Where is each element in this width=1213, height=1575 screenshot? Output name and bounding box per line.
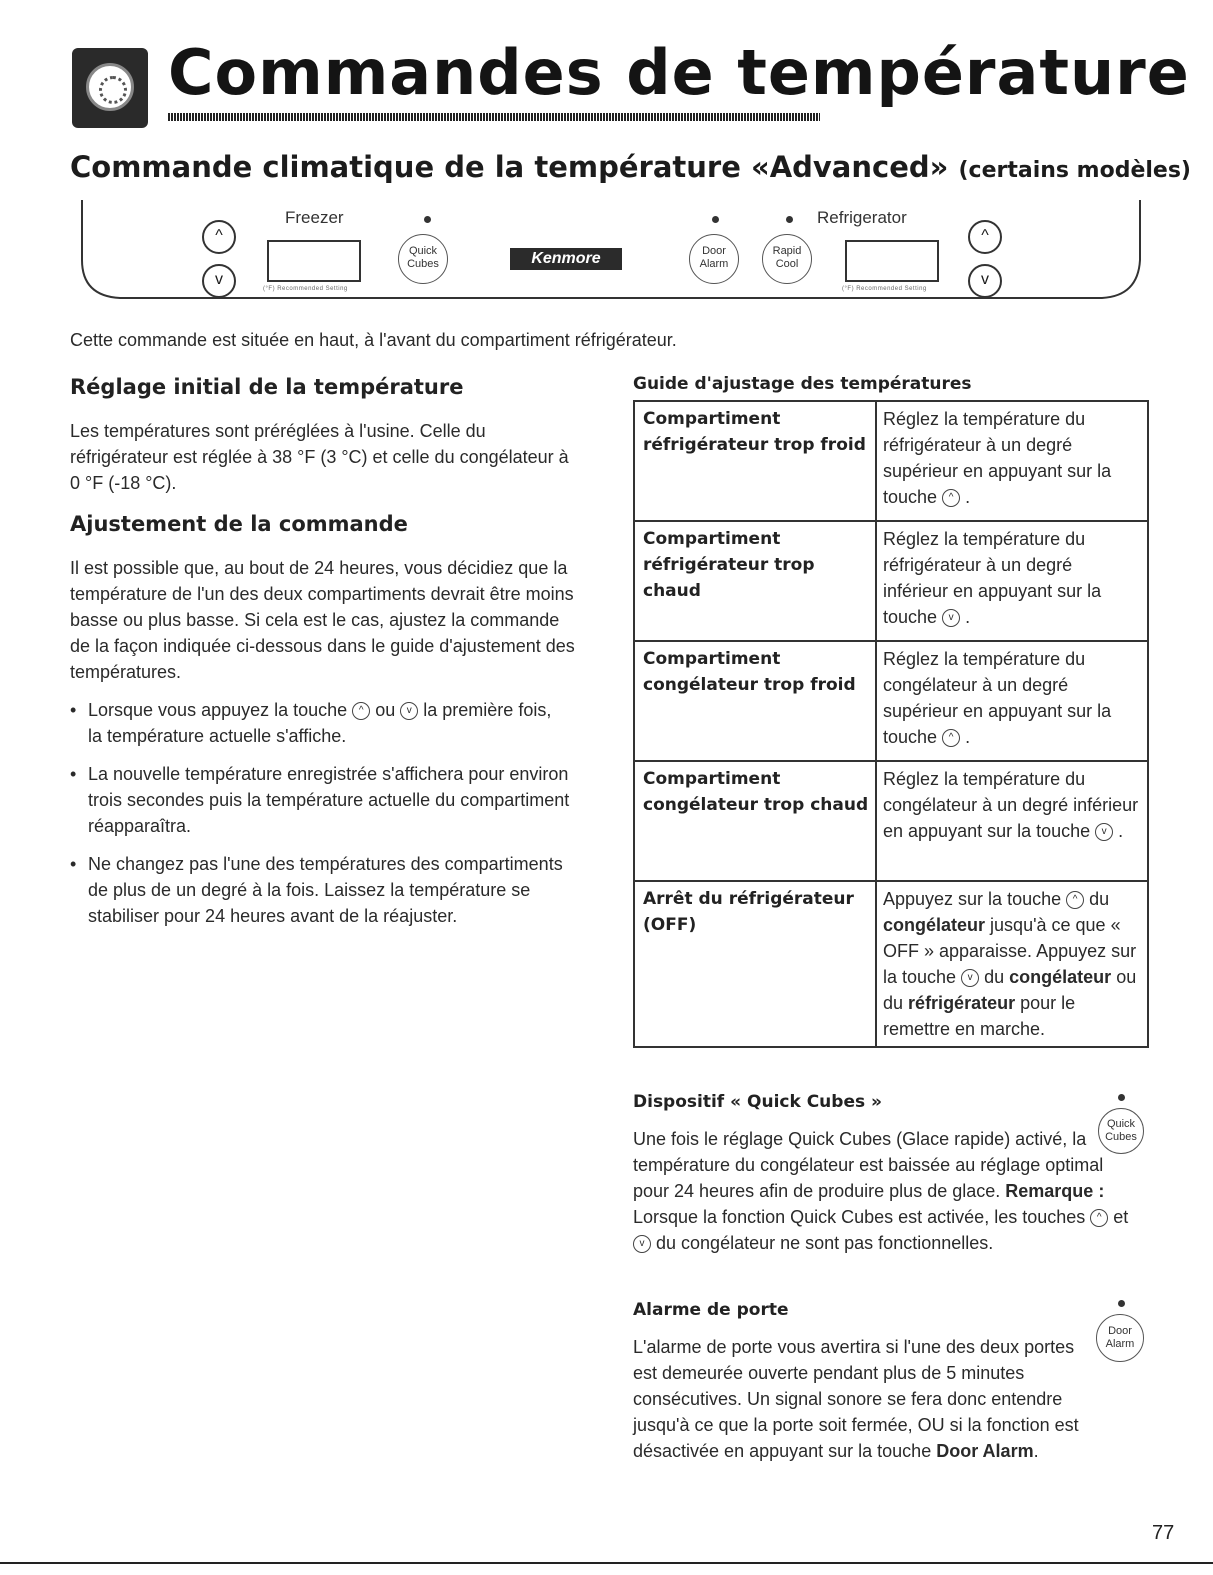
guide-action: Réglez la température du congélateur à un degré supérieur en appuyant sur la touche ^ . xyxy=(876,641,1148,761)
guide-action-text: Réglez la température du réfrigérateur à un degré inférieur en appuyant sur la touche xyxy=(883,529,1102,627)
table-row xyxy=(634,881,1148,1047)
table-row xyxy=(634,761,1148,881)
list-item xyxy=(70,697,570,749)
section-logo-icon xyxy=(72,48,148,128)
door-alarm-button-icon: Door Alarm xyxy=(1096,1314,1144,1362)
remark-label: Remarque : xyxy=(1005,1181,1105,1201)
down-arrow-icon: v xyxy=(942,609,960,627)
remark-text-c: du congélateur ne sont pas fonctionnelles. xyxy=(656,1233,994,1253)
off-text-4: du xyxy=(984,967,1005,987)
freezer-up-button[interactable]: ^ xyxy=(202,220,236,254)
guide-action: Réglez la température du réfrigérateur à un degré inférieur en appuyant sur la touche v . xyxy=(876,521,1148,641)
freezer-down-button[interactable]: v xyxy=(202,264,236,298)
off-text-2: du xyxy=(1089,889,1110,909)
remark-text-b: et xyxy=(1113,1207,1129,1227)
quick-cubes-indicator-icon xyxy=(424,216,431,223)
subtitle-text: Commande climatique de la température «Advanced» xyxy=(70,150,949,184)
rapid-cool-indicator-icon xyxy=(786,216,793,223)
up-arrow-icon: ^ xyxy=(352,702,370,720)
subtitle-note: (certains modèles) xyxy=(958,158,1191,183)
adjust-text xyxy=(70,555,575,685)
table-row xyxy=(634,401,1148,521)
adjust-bullet-list xyxy=(70,697,570,941)
quick-cubes-main-text: Une fois le réglage Quick Cubes (Glace rapide) activé, la température du congélateur est baissée au réglage optimal pour 24 heures afin de produire plus de glace. xyxy=(633,1129,1104,1201)
refrigerator-display xyxy=(845,240,939,282)
title-underline xyxy=(168,113,820,121)
adjust-paragraph: Il est possible que, au bout de 24 heures, vous décidiez que la température de l'un des deux compartiments devrait être moins basse ou plus basse. Si cela est le cas, ajustez la commande de la façon indiquée ci-dessous dans le guide d'ajustement des températures. xyxy=(70,558,575,682)
guide-situation: Compartiment réfrigérateur trop chaud xyxy=(634,521,876,641)
door-alarm-indicator-icon xyxy=(1118,1300,1125,1307)
initial-setting-paragraph: Les températures sont préréglées à l'usine. Celle du réfrigérateur est réglée à 38 °F (3 °C) et celle du congélateur à 0 °F (-18 °C). xyxy=(70,421,569,493)
door-alarm-indicator-icon xyxy=(712,216,719,223)
table-row xyxy=(634,641,1148,761)
down-arrow-icon: v xyxy=(1095,823,1113,841)
page-number: 77 xyxy=(1152,1522,1175,1544)
footer-rule xyxy=(0,1562,1213,1564)
guide-action xyxy=(876,881,1148,1047)
quick-cubes-button[interactable]: Quick Cubes xyxy=(398,234,448,284)
list-item: • Ne changez pas l'une des températures des compartiments de plus de un degré à la fois. Laissez la température se stabiliser pour 24 heures avant de la réajuster. xyxy=(70,851,570,929)
door-alarm-bold: Door Alarm xyxy=(936,1441,1034,1461)
off-text-1: Appuyez sur la touche xyxy=(883,889,1062,909)
guide-situation: Arrêt du réfrigérateur (OFF) xyxy=(634,881,876,1047)
guide-action-text: Réglez la température du réfrigérateur à un degré supérieur en appuyant sur la touche xyxy=(883,409,1112,507)
quick-cubes-heading: Dispositif « Quick Cubes » xyxy=(633,1092,882,1112)
guide-action-text: Réglez la température du congélateur à un degré inférieur en appuyant sur la touche xyxy=(883,769,1139,841)
guide-situation: Compartiment congélateur trop froid xyxy=(634,641,876,761)
off-text-3: jusqu'à ce que « OFF » apparaisse. Appuyez sur la touche xyxy=(883,915,1137,987)
door-alarm-period: . xyxy=(1033,1441,1039,1461)
guide-situation: Compartiment réfrigérateur trop froid xyxy=(634,401,876,521)
guide-action: Réglez la température du congélateur à un degré inférieur en appuyant sur la touche v . xyxy=(876,761,1148,881)
remark-text-a: Lorsque la fonction Quick Cubes est activée, les touches xyxy=(633,1207,1086,1227)
quick-cubes-text xyxy=(633,1126,1133,1256)
door-alarm-text xyxy=(633,1334,1093,1464)
up-arrow-icon: ^ xyxy=(1066,891,1084,909)
table-row xyxy=(634,521,1148,641)
door-alarm-heading: Alarme de porte xyxy=(633,1300,789,1320)
door-alarm-main-text: L'alarme de porte vous avertira si l'une des deux portes est demeurée ouverte pendant plus de 5 minutes consécutives. Un signal sonore se fera donc entendre jusqu'à ce que la porte soit fermée, OU si la fonction est désactivée en appuyant sur la touche xyxy=(633,1337,1079,1461)
adjust-heading: Ajustement de la commande xyxy=(70,512,408,536)
refrigerator-label: Refrigerator xyxy=(817,208,907,227)
quick-cubes-paragraph xyxy=(633,1126,1133,1256)
down-arrow-icon: v xyxy=(633,1235,651,1253)
initial-setting-heading: Réglage initial de la température xyxy=(70,375,464,399)
off-bold-2: congélateur xyxy=(1009,967,1112,987)
bullet1-text-b: ou xyxy=(375,700,396,720)
down-arrow-icon: v xyxy=(961,969,979,987)
section-subtitle xyxy=(70,150,1191,184)
quick-cubes-button-icon: Quick Cubes xyxy=(1098,1108,1144,1154)
refrigerator-setting-caption: (°F) Recommended Setting xyxy=(842,286,927,292)
bullet1-text-c: la première fois, la température actuelle s'affiche. xyxy=(88,700,552,746)
door-alarm-button[interactable]: Door Alarm xyxy=(689,234,739,284)
initial-setting-text xyxy=(70,418,580,496)
refrigerator-down-button[interactable]: v xyxy=(968,264,1002,298)
freezer-label: Freezer xyxy=(285,208,344,227)
list-item: • La nouvelle température enregistrée s'affichera pour environ trois secondes puis la température actuelle du compartiment réapparaîtra. xyxy=(70,761,570,839)
brand-logo: Kenmore xyxy=(510,248,622,270)
down-arrow-icon: v xyxy=(400,702,418,720)
page-title: Commandes de température xyxy=(168,36,1190,109)
guide-action: Réglez la température du réfrigérateur à un degré supérieur en appuyant sur la touche ^ . xyxy=(876,401,1148,521)
freezer-display xyxy=(267,240,361,282)
guide-situation: Compartiment congélateur trop chaud xyxy=(634,761,876,881)
guide-action-text: Réglez la température du congélateur à un degré supérieur en appuyant sur la touche xyxy=(883,649,1112,747)
door-alarm-paragraph xyxy=(633,1334,1093,1464)
rapid-cool-button[interactable]: Rapid Cool xyxy=(762,234,812,284)
off-text-5: ou du xyxy=(883,967,1137,1013)
control-panel-illustration xyxy=(80,196,1142,300)
adjustment-guide-table xyxy=(633,400,1149,1048)
up-arrow-icon: ^ xyxy=(1090,1209,1108,1227)
freezer-setting-caption: (°F) Recommended Setting xyxy=(263,286,348,292)
control-location-text: Cette commande est située en haut, à l'avant du compartiment réfrigérateur. xyxy=(70,330,677,350)
quick-cubes-indicator-icon xyxy=(1118,1094,1125,1101)
refrigerator-up-button[interactable]: ^ xyxy=(968,220,1002,254)
guide-heading: Guide d'ajustage des températures xyxy=(633,374,972,394)
bullet1-text-a: Lorsque vous appuyez la touche xyxy=(88,700,348,720)
off-text-6: pour le remettre en marche. xyxy=(883,993,1076,1039)
up-arrow-icon: ^ xyxy=(942,489,960,507)
up-arrow-icon: ^ xyxy=(942,729,960,747)
off-bold-1: congélateur xyxy=(883,915,986,935)
off-bold-3: réfrigérateur xyxy=(908,993,1016,1013)
